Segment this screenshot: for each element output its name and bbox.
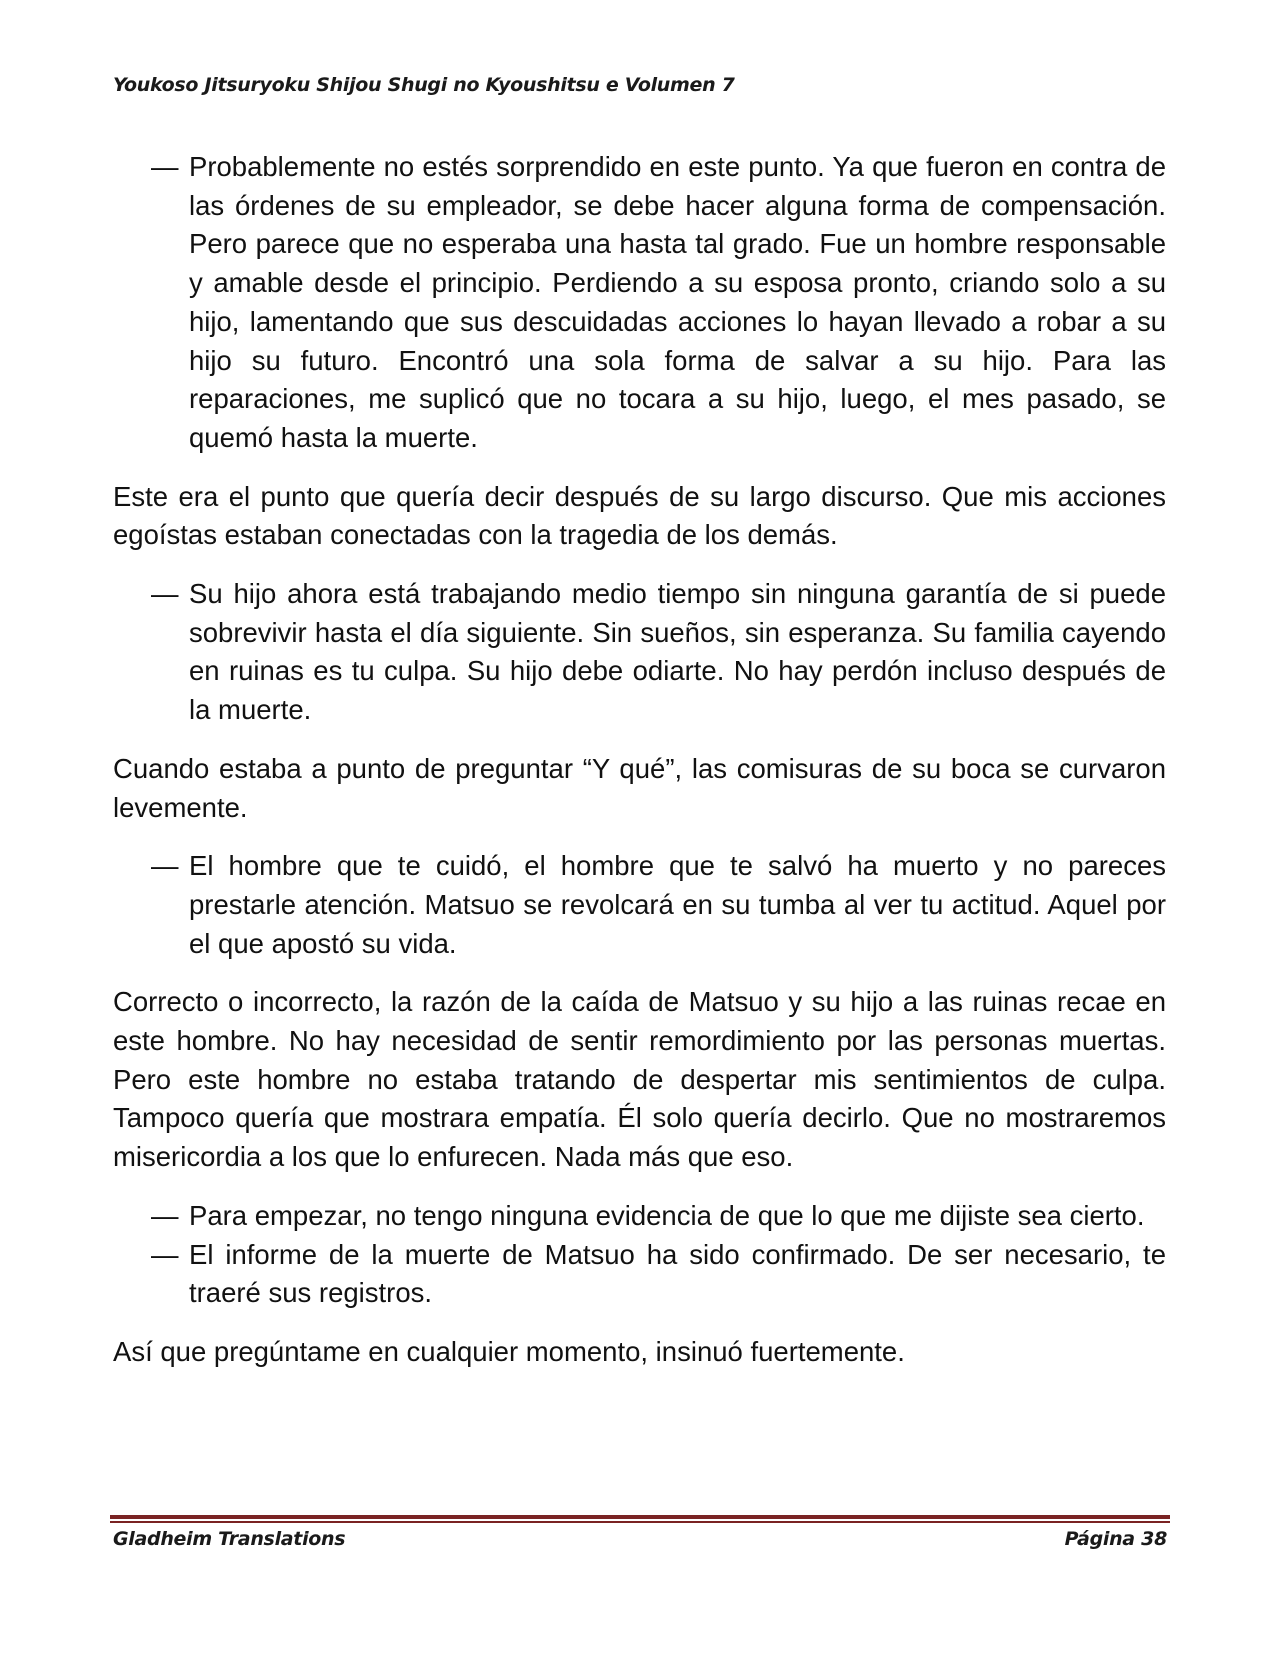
page-body (113, 148, 1166, 1392)
dialogue-text: El hombre que te cuidó, el hombre que te salvó ha muerto y no pareces prestarle atención. Matsuo se revolcará en su tumba al ver tu actitud. Aquel por el que apostó su vida. (189, 850, 1166, 959)
dialogue-dash: — (151, 1238, 179, 1270)
dialogue-line (113, 1197, 1166, 1236)
dialogue-text: Probablemente no estés sorprendido en este punto. Ya que fueron en contra de las órdenes de su empleador, se debe hacer alguna forma de compensación. Pero parece que no esperaba una hasta tal grado. Fue un hombre responsable y amable desde el principio. Perdiendo a su esposa pronto, criando solo a su hijo, lamentando que sus descuidadas acciones lo hayan llevado a robar a su hijo su futuro. Encontró una sola forma de salvar a su hijo. Para las reparaciones, me suplicó que no tocara a su hijo, luego, el mes pasado, se quemó hasta la muerte. (189, 151, 1166, 453)
dialogue-text: Para empezar, no tengo ninguna evidencia de que lo que me dijiste sea cierto. (189, 1199, 1145, 1231)
narration-paragraph: Así que pregúntame en cualquier momento, insinuó fuertemente. (113, 1335, 905, 1367)
footer-divider-thick (110, 1515, 1170, 1519)
dialogue-text: Su hijo ahora está trabajando medio tiempo sin ninguna garantía de si puede sobrevivir hasta el día siguiente. Sin sueños, sin esperanza. Su familia cayendo en ruinas es tu culpa. Su hijo debe odiarte. No hay perdón incluso después de la muerte. (189, 578, 1166, 726)
page-header-title: Youkoso Jitsuryoku Shijou Shugi no Kyoushitsu e Volumen 7 (113, 74, 735, 96)
dialogue-line (113, 1236, 1166, 1313)
footer-translator-credit: Gladheim Translations (113, 1528, 346, 1550)
dialogue-dash: — (151, 1199, 179, 1231)
dialogue-dash: — (151, 151, 179, 182)
narration-paragraph: Este era el punto que quería decir después de su largo discurso. Que mis acciones egoístas estaban conectadas con la tragedia de los demás. (113, 480, 1166, 551)
dialogue-text: El informe de la muerte de Matsuo ha sido confirmado. De ser necesario, te traeré sus registros. (189, 1238, 1166, 1309)
footer-divider-thin (110, 1521, 1170, 1523)
dialogue-line (113, 148, 1166, 458)
narration-paragraph: Correcto o incorrecto, la razón de la caída de Matsuo y su hijo a las ruinas recae en este hombre. No hay necesidad de sentir remordimiento por las personas muertas. Pero este hombre no estaba tratando de despertar mis sentimientos de culpa. Tampoco quería que mostrara empatía. Él solo quería decirlo. Que no mostraremos misericordia a los que lo enfurecen. Nada más que eso. (113, 986, 1166, 1173)
footer-page-number: Página 38 (1064, 1528, 1167, 1550)
dialogue-line (113, 575, 1166, 730)
dialogue-dash: — (151, 578, 179, 610)
dialogue-line (113, 847, 1166, 963)
dialogue-dash: — (151, 850, 179, 882)
narration-paragraph: Cuando estaba a punto de preguntar “Y qué”, las comisuras de su boca se curvaron levemente. (113, 752, 1166, 823)
